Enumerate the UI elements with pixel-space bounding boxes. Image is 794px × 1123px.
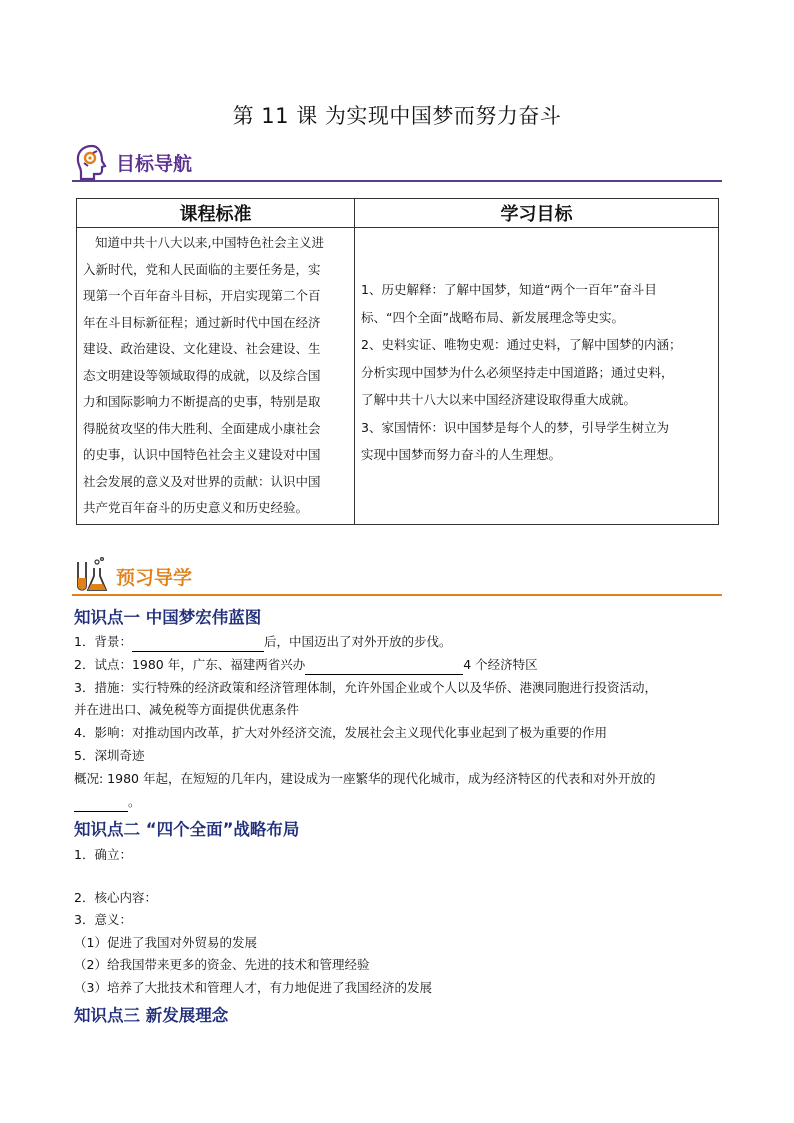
- standard-line: 知道中共十八大以来,中国特色社会主义进: [95, 235, 324, 250]
- kp1-overview-end: [74, 792, 141, 812]
- kp1-pilot-text: 4 个经济特区: [463, 657, 538, 672]
- kp1-background-text: 后，中国迈出了对外开放的步伐。: [263, 634, 452, 649]
- standard-line: 得脱贫攻坚的伟大胜利、全面建成小康社会: [83, 420, 321, 436]
- lab-flask-icon: [72, 556, 112, 596]
- fill-blank[interactable]: [74, 797, 128, 812]
- kp2-point-1: （1）促进了我国对外贸易的发展: [74, 935, 257, 950]
- standard-line: 入新时代，党和人民面临的主要任务是，实: [83, 261, 321, 277]
- goal-line: 3、家国情怀：识中国梦是每个人的梦，引导学生树立为: [361, 419, 669, 435]
- knowledge-point-1-title: 知识点一 中国梦宏伟蓝图: [74, 608, 262, 627]
- goal-line: 分析实现中国梦为什么必须坚持走中国道路；通过史料，: [361, 364, 674, 380]
- standard-line: 社会发展的意义及对世界的贡献：认识中国: [83, 473, 321, 489]
- table-header-goals: 学习目标: [355, 199, 719, 228]
- goal-line: 1、历史解释：了解中国梦，知道“两个一百年”奋斗目: [361, 282, 657, 297]
- standard-cell: [77, 228, 355, 525]
- kp2-point-3: （3）培养了大批技术和管理人才，有力地促进了我国经济的发展: [74, 980, 432, 995]
- page-title: 第 11 课 为实现中国梦而努力奋斗: [232, 104, 562, 128]
- table-header-standard: 课程标准: [77, 199, 355, 228]
- kp1-background: [74, 632, 451, 652]
- kp1-background-label: 1．背景：: [74, 634, 132, 649]
- standard-line: 态文明建设等领域取得的成就，以及综合国: [83, 367, 321, 383]
- kp2-established: 1．确立：: [74, 847, 132, 862]
- section-title-preview: 预习导学: [116, 567, 193, 589]
- head-gears-icon: [72, 142, 112, 182]
- kp2-point-2: （2）给我国带来更多的资金、先进的技术和管理经验: [74, 957, 370, 972]
- section-header-preview: [72, 556, 722, 596]
- section-header-goals: [72, 142, 722, 182]
- fill-blank[interactable]: [132, 637, 264, 652]
- standards-table: [76, 198, 719, 525]
- standard-line: 共产党百年奋斗的历史意义和历史经验。: [83, 500, 309, 515]
- kp1-period: 。: [128, 794, 141, 809]
- section-title-goals: 目标导航: [116, 153, 193, 175]
- goal-line: 了解中共十八大以来中国经济建设取得重大成就。: [361, 392, 637, 407]
- standard-line: 现第一个百年奋斗目标，开启实现第二个百: [83, 288, 321, 303]
- goal-line: 2、史料实证、唯物史观：通过史料，了解中国梦的内涵；: [361, 337, 682, 352]
- standard-line: 力和国际影响力不断提高的史事，特别是取: [83, 394, 321, 409]
- kp1-impact: 4．影响：对推动国内改革，扩大对外经济交流，发展社会主义现代化事业起到了极为重要的作用: [74, 725, 607, 740]
- standard-line: 年在斗目标新征程；通过新时代中国在经济: [83, 314, 321, 330]
- knowledge-point-2-title: 知识点二 “四个全面”战略布局: [74, 820, 300, 839]
- goal-line: 标、“四个全面”战略布局、新发展理念等史实。: [361, 309, 624, 325]
- standard-line: 建设、政治建设、文化建设、社会建设、生: [83, 341, 321, 356]
- kp1-measures: 3．措施：实行特殊的经济政策和经济管理体制，允许外国企业或个人以及华侨、港澳同胞进行投资活动，: [74, 680, 657, 695]
- goals-cell: [355, 228, 719, 525]
- kp2-core-content: 2．核心内容：: [74, 890, 157, 905]
- section-divider: [72, 180, 722, 182]
- kp1-overview: 概况: 1980 年起，在短短的几年内，建设成为一座繁华的现代化城市，成为经济特区的代表和对外开放的: [74, 771, 656, 786]
- kp1-pilot-label: 2．试点：1980 年，广东、福建两省兴办: [74, 657, 306, 672]
- fill-blank[interactable]: [305, 660, 463, 675]
- kp1-shenzhen: 5．深圳奇迹: [74, 748, 145, 763]
- kp1-pilot: [74, 655, 538, 675]
- kp1-measures-cont: 并在进出口、减免税等方面提供优惠条件: [74, 702, 300, 717]
- section-divider: [72, 594, 722, 596]
- goal-line: 实现中国梦而努力奋斗的人生理想。: [361, 447, 562, 462]
- knowledge-point-3-title: 知识点三 新发展理念: [74, 1006, 229, 1025]
- kp2-significance: 3．意义：: [74, 912, 132, 927]
- standard-line: 的史事，认识中国特色社会主义建设对中国: [83, 447, 321, 462]
